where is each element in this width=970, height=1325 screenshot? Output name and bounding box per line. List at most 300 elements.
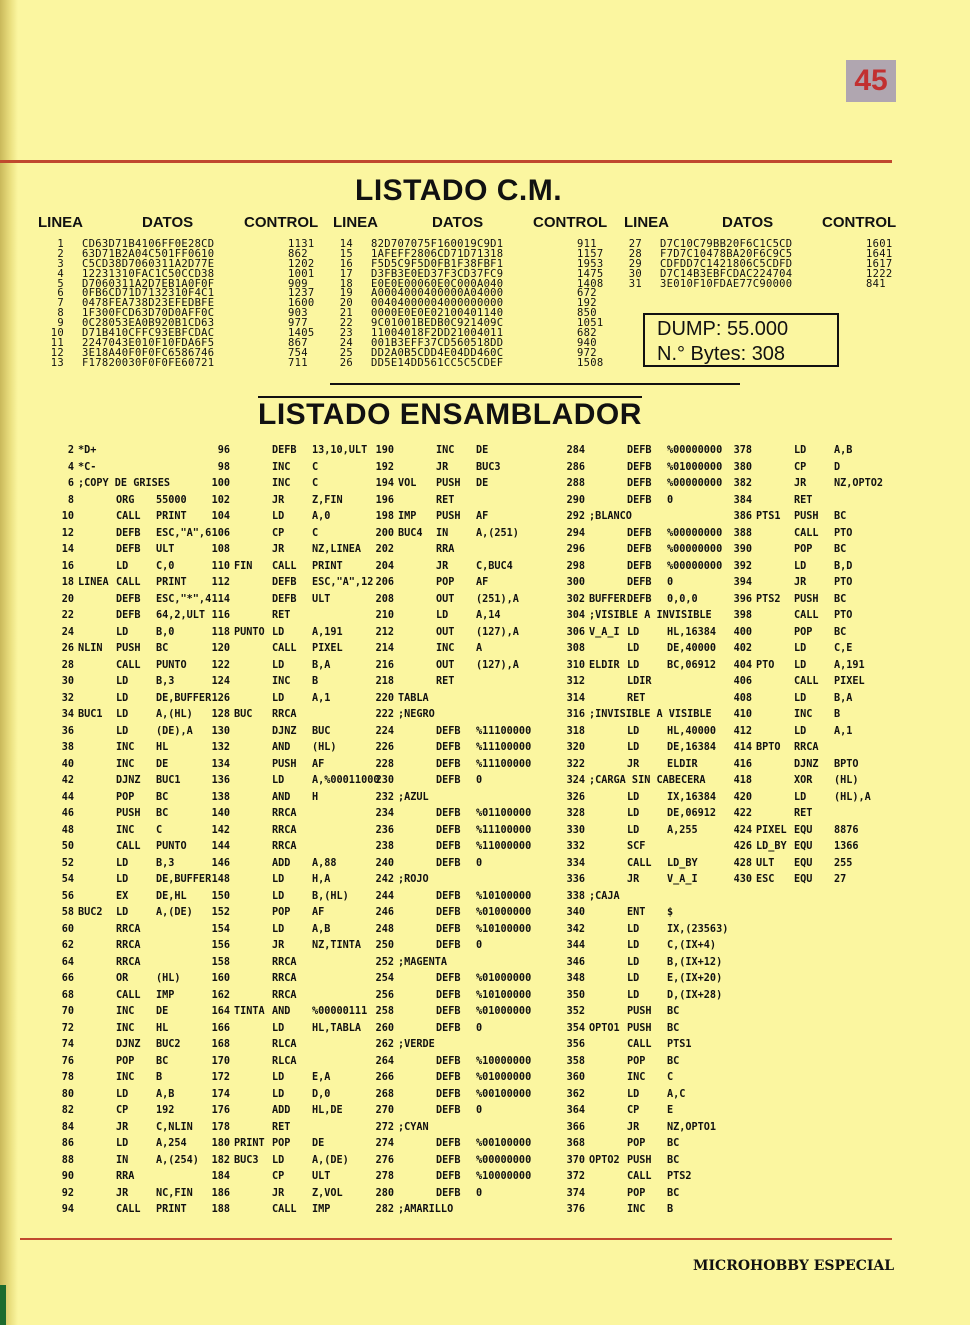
asm-line: [720, 608, 883, 625]
asm-operand: DE: [476, 478, 489, 489]
asm-operand: 8876: [834, 824, 859, 836]
asm-line: [362, 1136, 531, 1153]
asm-line-number: 264: [375, 1055, 394, 1067]
asm-operand: 0: [476, 1187, 483, 1199]
asm-line-number: 376: [566, 1204, 585, 1215]
asm-line: [720, 625, 883, 642]
asm-label: LD_BY: [756, 841, 787, 852]
asm-line: [42, 1004, 211, 1021]
asm-operand: PIXEL: [312, 643, 343, 654]
asm-line: [198, 542, 379, 559]
asm-opcode: CP: [794, 461, 807, 473]
asm-line: [42, 1103, 211, 1120]
asm-opcode: CALL: [116, 1204, 141, 1215]
asm-label: BPTO: [756, 742, 781, 753]
cm-data: 2247043E010F10FDA6F5: [82, 336, 215, 349]
asm-line-number: 304: [566, 610, 585, 621]
asm-line-number: 414: [733, 742, 752, 753]
cm-line-number: 19: [339, 287, 353, 300]
asm-label: ;COPY DE GRISES: [78, 478, 171, 489]
asm-line-number: 404: [733, 659, 752, 671]
asm-line-number: 236: [375, 824, 394, 836]
asm-operand: %10000000: [476, 1171, 532, 1182]
asm-opcode: JR: [272, 544, 285, 555]
asm-opcode: POP: [627, 1055, 646, 1067]
asm-line-number: 320: [566, 742, 585, 753]
asm-line-number: 38: [61, 742, 74, 753]
cm-line-number: 8: [57, 307, 64, 320]
asm-line-number: 286: [566, 461, 585, 473]
asm-line-number: 424: [733, 824, 752, 836]
asm-line: [362, 575, 531, 592]
cm-header-linea-1: LINEA: [38, 214, 83, 231]
asm-label: ;CYAN: [398, 1121, 429, 1133]
asm-opcode: LD: [627, 643, 640, 654]
asm-line: [362, 1169, 531, 1186]
asm-label: *D+: [78, 445, 97, 456]
asm-label: OPTO2: [589, 1154, 620, 1166]
asm-line-number: 272: [375, 1121, 394, 1133]
asm-opcode: LDIR: [627, 676, 652, 687]
cm-row: [339, 356, 609, 369]
asm-operand: A: [476, 643, 483, 654]
asm-operand: A,88: [312, 857, 337, 869]
asm-operand: Z,VOL: [312, 1187, 343, 1199]
asm-line-number: 134: [211, 758, 230, 770]
asm-line: [362, 493, 531, 510]
asm-line-number: 240: [375, 857, 394, 869]
asm-line: [720, 839, 883, 856]
asm-opcode: PUSH: [794, 511, 819, 522]
asm-opcode: POP: [116, 1055, 135, 1067]
asm-line: [198, 674, 379, 691]
asm-operand: ESC,"A",6: [156, 527, 212, 539]
asm-opcode: JR: [436, 461, 449, 473]
asm-opcode: DEFB: [436, 1006, 461, 1017]
asm-operand: D,(IX+28): [667, 989, 723, 1001]
asm-line: [198, 1054, 379, 1071]
asm-operand: B,(HL): [312, 890, 349, 902]
page-number: 45: [846, 60, 896, 102]
asm-opcode: LD: [116, 560, 129, 572]
asm-line: [720, 823, 883, 840]
asm-line: [720, 575, 883, 592]
asm-line-number: 60: [61, 923, 74, 935]
asm-line-number: 408: [733, 692, 752, 704]
asm-line: [42, 691, 211, 708]
asm-line: [198, 1120, 379, 1137]
asm-line-number: 352: [566, 1006, 585, 1017]
asm-operand: A,0: [312, 511, 331, 522]
asm-line-number: 340: [566, 907, 585, 918]
asm-line-number: 34: [61, 709, 74, 720]
asm-operand: 0: [476, 775, 483, 786]
cm-row: [50, 356, 320, 369]
asm-line-number: 324: [566, 775, 585, 786]
asm-opcode: CALL: [116, 577, 141, 588]
asm-label: ;CAJA: [589, 890, 620, 902]
asm-opcode: LD: [116, 1138, 129, 1149]
asm-opcode: LD: [627, 725, 640, 737]
asm-line-number: 266: [375, 1072, 394, 1083]
cm-control: 1600: [288, 297, 315, 310]
cm-line-number: 20: [339, 297, 353, 310]
asm-opcode: LD: [627, 742, 640, 753]
asm-line: [362, 922, 531, 939]
asm-line-number: 206: [375, 577, 394, 588]
asm-opcode: RET: [272, 610, 291, 621]
asm-line-number: 392: [733, 560, 752, 572]
asm-opcode: POP: [627, 1187, 646, 1199]
asm-line-number: 72: [61, 1022, 74, 1034]
asm-line-number: 326: [566, 791, 585, 803]
cm-control: 1237: [288, 287, 315, 300]
asm-line-number: 400: [733, 626, 752, 638]
asm-opcode: LD: [116, 692, 129, 704]
asm-line-number: 390: [733, 544, 752, 555]
cm-control: 711: [288, 356, 308, 369]
asm-opcode: CALL: [272, 560, 297, 572]
asm-opcode: LD: [272, 626, 285, 638]
asm-line: [42, 988, 211, 1005]
asm-operand: A,1: [312, 692, 331, 704]
asm-opcode: PUSH: [794, 593, 819, 605]
asm-line: [198, 641, 379, 658]
cm-control: 1617: [866, 257, 893, 270]
asm-operand: D,0: [312, 1088, 331, 1100]
bottom-rule: [20, 1238, 892, 1240]
asm-opcode: RRCA: [272, 709, 297, 720]
asm-line: [42, 1054, 211, 1071]
cm-data: 1F300FCD63D70D0AFF0C: [82, 307, 215, 320]
asm-line-number: 216: [375, 659, 394, 671]
asm-operand: 1366: [834, 841, 859, 852]
asm-line-number: 46: [61, 808, 74, 819]
asm-line-number: 66: [61, 973, 74, 984]
asm-opcode: DEFB: [436, 1171, 461, 1182]
asm-opcode: PUSH: [116, 808, 141, 819]
asm-line-number: 200: [375, 527, 394, 539]
asm-line: [198, 526, 379, 543]
asm-line: [362, 443, 531, 460]
asm-operand: %00100000: [476, 1088, 532, 1100]
asm-operand: %00000111: [312, 1006, 368, 1017]
asm-line: [198, 1037, 379, 1054]
asm-opcode: JR: [436, 560, 449, 572]
asm-line: [198, 559, 379, 576]
asm-operand: E,A: [312, 1072, 331, 1083]
asm-operand: BC: [156, 1055, 169, 1067]
asm-line-number: 296: [566, 544, 585, 555]
asm-opcode: EQU: [794, 824, 813, 836]
asm-line: [42, 460, 211, 477]
asm-operand: 192: [156, 1105, 175, 1116]
asm-line-number: 106: [211, 527, 230, 539]
asm-opcode: LD: [272, 511, 285, 522]
asm-operand: A,%00011000: [312, 775, 380, 786]
asm-operand: IMP: [312, 1204, 331, 1215]
asm-line: [198, 1186, 379, 1203]
asm-opcode: LD: [116, 1088, 129, 1100]
cm-data: CD63D71B4106FF0E28CD: [82, 238, 215, 250]
asm-opcode: INC: [116, 1072, 135, 1083]
cm-listing-title: LISTADO C.M.: [355, 174, 563, 207]
asm-opcode: DEFB: [627, 527, 652, 539]
asm-line: [42, 608, 211, 625]
asm-column-2: [198, 443, 379, 1219]
asm-line: [720, 542, 883, 559]
asm-opcode: POP: [627, 1138, 646, 1149]
asm-operand: 64,2,ULT: [156, 610, 206, 621]
asm-line-number: 242: [375, 874, 394, 885]
asm-operand: ESC,"A",12: [312, 577, 374, 588]
cm-line-number: 17: [339, 267, 353, 280]
cm-data: 1AFEFF2806CD71D71318: [371, 247, 504, 260]
asm-operand: A,(HL): [156, 709, 193, 720]
asm-line-number: 292: [566, 511, 585, 522]
asm-line: [42, 1070, 211, 1087]
asm-line-number: 384: [733, 494, 752, 506]
asm-line: [362, 625, 531, 642]
asm-opcode: DEFB: [436, 907, 461, 918]
top-rule: [0, 160, 892, 163]
asm-line-number: 214: [375, 643, 394, 654]
asm-operand: BC: [667, 1154, 680, 1166]
asm-line-number: 32: [61, 692, 74, 704]
asm-line-number: 146: [211, 857, 230, 869]
asm-line-number: 122: [211, 659, 230, 671]
asm-label: PTS1: [756, 511, 781, 522]
asm-line: [720, 856, 883, 873]
asm-label: BUC2: [78, 907, 103, 918]
asm-opcode: RRCA: [116, 956, 141, 968]
cm-control: 911: [577, 238, 597, 250]
asm-line-number: 332: [566, 841, 585, 852]
cm-line-number: 5: [57, 277, 64, 290]
cm-control: 940: [577, 336, 597, 349]
asm-operand: C: [312, 478, 319, 489]
asm-line-number: 180: [211, 1138, 230, 1149]
asm-operand: A,B: [312, 923, 331, 935]
cm-line-number: 29: [628, 257, 642, 270]
asm-operand: DE,16384: [667, 742, 717, 753]
asm-opcode: LD: [794, 643, 807, 654]
asm-operand: BC: [834, 593, 847, 605]
cm-control: 1408: [577, 277, 604, 290]
asm-operand: B,3: [156, 857, 175, 869]
asm-line: [198, 889, 379, 906]
asm-line: [720, 658, 883, 675]
asm-line-number: 164: [211, 1006, 230, 1017]
asm-operand: C: [156, 824, 163, 836]
asm-operand: %01000000: [476, 1072, 532, 1083]
asm-operand: V_A_I: [667, 874, 698, 885]
asm-opcode: CP: [272, 527, 285, 539]
asm-line: [198, 955, 379, 972]
cm-line-number: 30: [628, 267, 642, 280]
asm-line: [42, 922, 211, 939]
asm-operand: PTO: [834, 527, 853, 539]
asm-operand: C: [667, 1072, 674, 1083]
asm-opcode: DJNZ: [116, 775, 141, 786]
asm-operand: PRINT: [156, 511, 187, 522]
asm-opcode: DEFB: [627, 577, 652, 588]
asm-label: ;ROJO: [398, 874, 429, 885]
asm-operand: PTS2: [667, 1171, 692, 1182]
asm-line-number: 174: [211, 1088, 230, 1100]
asm-opcode: EQU: [794, 874, 813, 885]
asm-opcode: INC: [272, 478, 291, 489]
asm-line: [42, 790, 211, 807]
asm-line: [198, 608, 379, 625]
asm-label: PTS2: [756, 593, 781, 605]
asm-opcode: SCF: [627, 841, 646, 852]
asm-opcode: DEFB: [436, 890, 461, 902]
asm-line-number: 118: [211, 626, 230, 638]
asm-opcode: DEFB: [436, 973, 461, 984]
cm-data: 0478FEA738D23EFEDBFE: [82, 297, 215, 310]
cm-data: DD2A0B5CDD4E04DD460C: [371, 346, 504, 359]
asm-operand: A,(251): [476, 527, 519, 539]
asm-line: [553, 1054, 752, 1071]
cm-row: [628, 277, 898, 290]
asm-line: [42, 724, 211, 741]
asm-opcode: DEFB: [627, 560, 652, 572]
asm-opcode: LD: [272, 1154, 285, 1166]
asm-opcode: LD: [627, 1088, 640, 1100]
asm-opcode: LD: [627, 791, 640, 803]
asm-line: [362, 1087, 531, 1104]
asm-line: [553, 938, 752, 955]
asm-operand: $: [667, 907, 674, 918]
asm-column-5: [720, 443, 883, 889]
asm-line-number: 386: [733, 511, 752, 522]
asm-opcode: JR: [627, 1121, 640, 1133]
asm-operand: C: [312, 527, 319, 539]
asm-line-number: 84: [61, 1121, 74, 1133]
cm-line-number: 18: [339, 277, 353, 290]
asm-operand: A,C: [667, 1088, 686, 1100]
asm-line-number: 418: [733, 775, 752, 786]
asm-line-number: 204: [375, 560, 394, 572]
asm-operand: E,(IX+20): [667, 973, 723, 984]
asm-line: [362, 674, 531, 691]
asm-line: [198, 575, 379, 592]
cm-header-datos-2: DATOS: [432, 214, 484, 231]
asm-line-number: 104: [211, 511, 230, 522]
asm-label: PRINT: [234, 1138, 265, 1149]
asm-opcode: AND: [272, 791, 291, 803]
asm-operand: AF: [312, 758, 325, 770]
asm-line: [198, 806, 379, 823]
asm-opcode: DEFB: [116, 527, 141, 539]
asm-label: ;VERDE: [398, 1039, 435, 1050]
cm-line-number: 26: [339, 356, 353, 369]
asm-operand: ULT: [312, 1171, 331, 1182]
asm-line-number: 142: [211, 824, 230, 836]
asm-opcode: LD: [627, 824, 640, 836]
asm-operand: %10100000: [476, 890, 532, 902]
asm-opcode: INC: [272, 461, 291, 473]
asm-opcode: INC: [116, 1006, 135, 1017]
asm-opcode: DEFB: [116, 544, 141, 555]
asm-line-number: 70: [61, 1006, 74, 1017]
asm-operand: ESC,"*",4: [156, 593, 212, 605]
asm-operand: B: [667, 1204, 674, 1215]
asm-line-number: 294: [566, 527, 585, 539]
asm-opcode: DEFB: [436, 857, 461, 869]
asm-opcode: LD: [272, 923, 285, 935]
cm-line-number: 24: [339, 336, 353, 349]
asm-opcode: RRCA: [272, 973, 297, 984]
asm-line-number: 16: [61, 560, 74, 572]
asm-line: [362, 971, 531, 988]
asm-line-number: 316: [566, 709, 585, 720]
asm-line-number: 312: [566, 676, 585, 687]
asm-operand: NZ,LINEA: [312, 544, 362, 555]
asm-line: [42, 674, 211, 691]
asm-line: [362, 1021, 531, 1038]
asm-opcode: DEFB: [627, 494, 652, 506]
asm-opcode: DEFB: [116, 610, 141, 621]
asm-operand: BUC3: [476, 461, 501, 473]
cm-column-2: [339, 240, 609, 369]
cm-control: 192: [577, 297, 597, 310]
asm-line-number: 238: [375, 841, 394, 852]
asm-line-number: 96: [217, 445, 230, 456]
asm-operand: 0,0,0: [667, 593, 698, 605]
asm-label: BUC: [234, 709, 253, 720]
asm-operand: HL: [156, 742, 169, 753]
asm-label: BUC4: [398, 527, 423, 539]
asm-label: ;VISIBLE A INVISIBLE: [589, 610, 712, 621]
cm-line-number: 27: [628, 238, 642, 250]
cm-header-linea-3: LINEA: [624, 214, 669, 231]
asm-line-number: 156: [211, 940, 230, 951]
asm-line-number: 24: [61, 626, 74, 638]
asm-operand: 0: [476, 1022, 483, 1034]
cm-line-number: 14: [339, 238, 353, 250]
asm-operand: A,(DE): [156, 907, 193, 918]
asm-line-number: 182: [211, 1154, 230, 1166]
asm-opcode: LD: [272, 775, 285, 786]
asm-opcode: CALL: [272, 643, 297, 654]
cm-control: 754: [288, 346, 308, 359]
asm-label: ;MAGENTA: [398, 956, 448, 968]
asm-line-number: 50: [61, 841, 74, 852]
asm-line: [362, 1070, 531, 1087]
asm-line-number: 388: [733, 527, 752, 539]
asm-opcode: XOR: [794, 775, 813, 786]
cm-data: 0000E0E0E02100401140: [371, 307, 504, 320]
asm-line-number: 284: [566, 445, 585, 456]
asm-opcode: ENT: [627, 907, 646, 918]
asm-line-number: 102: [211, 494, 230, 506]
asm-line: [198, 592, 379, 609]
asm-operand: BC: [667, 1022, 680, 1034]
asm-line: [198, 625, 379, 642]
asm-line-number: 152: [211, 907, 230, 918]
asm-opcode: DEFB: [436, 742, 461, 753]
asm-operand: BC: [156, 643, 169, 654]
asm-operand: B,3: [156, 676, 175, 687]
asm-label: PIXEL: [756, 824, 787, 836]
asm-line-number: 62: [61, 940, 74, 951]
asm-operand: DE,40000: [667, 643, 717, 654]
cm-line-number: 7: [57, 297, 64, 310]
asm-operand: BC: [156, 791, 169, 803]
asm-line: [720, 691, 883, 708]
